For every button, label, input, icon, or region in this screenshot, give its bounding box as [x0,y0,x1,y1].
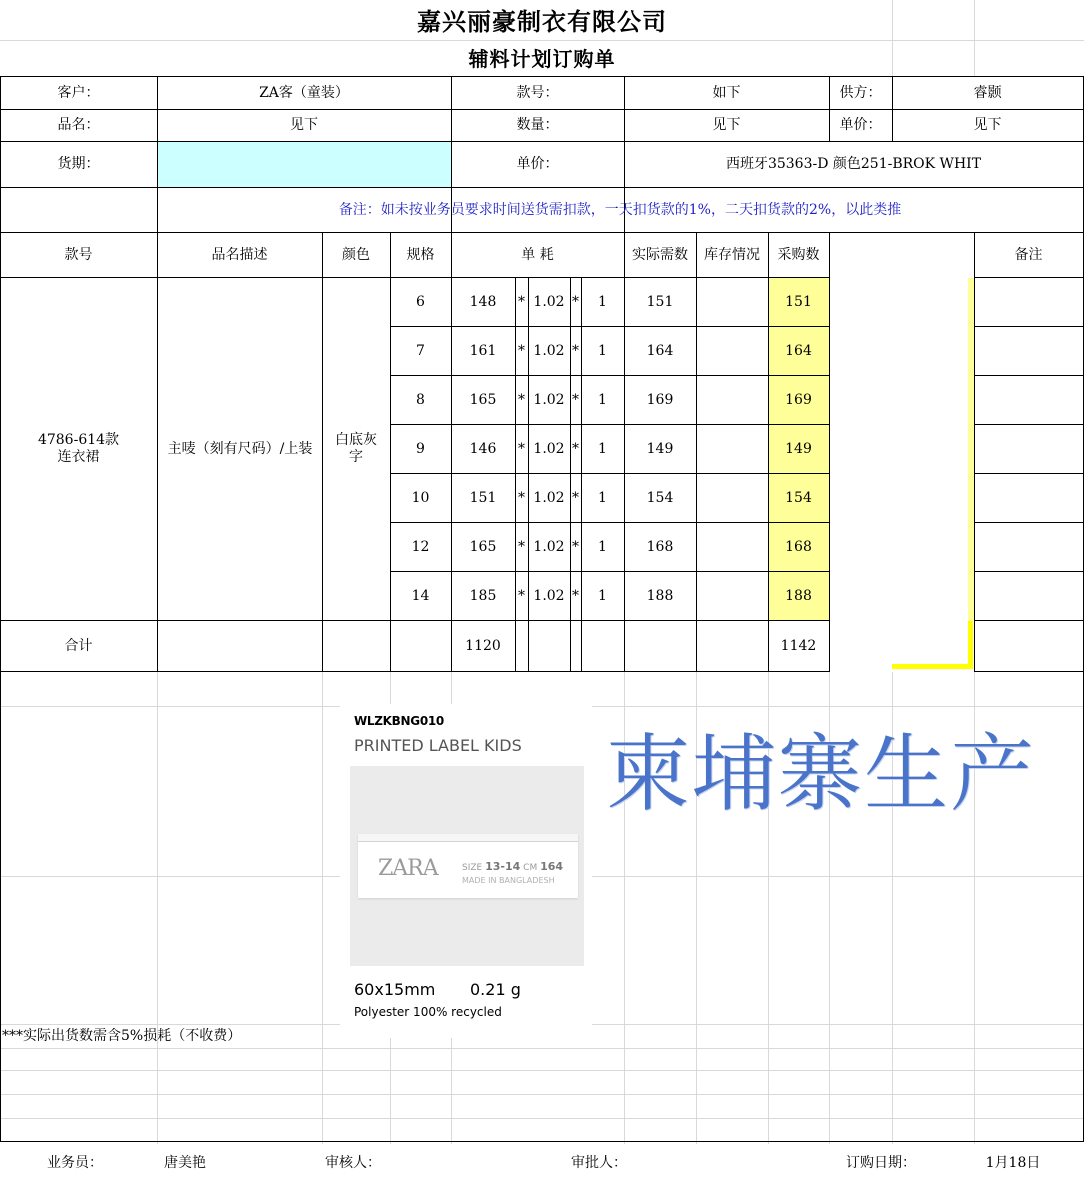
row-mul2: * [572,538,579,555]
row-actual: 154 [646,489,674,506]
row-size: 8 [416,391,425,408]
row-actual: 188 [646,587,674,604]
company-name: 嘉兴丽豪制衣有限公司 [417,6,667,36]
item-desc: 主唛（刻有尺码）/上装 [167,440,313,457]
customer-value: ZA客（童装） [259,84,349,101]
product-label: 品名： [57,117,100,133]
label-spec-card [340,704,592,1038]
row-factor: 1.02 [533,293,565,310]
row-mul2: * [572,391,579,408]
salesman-label: 业务员： [47,1154,103,1171]
label-preview-box [350,766,584,966]
row-base: 165 [469,538,497,555]
item-style: 4786-614款 连衣裙 [37,432,120,465]
qty-value: 见下 [712,117,741,133]
order-date-label: 订购日期： [846,1154,916,1171]
row-actual: 168 [646,538,674,555]
row-actual: 164 [646,342,674,359]
col-consumption: 单 耗 [521,246,554,263]
unit-price-value: 见下 [973,117,1002,133]
yellow-marker-v2 [968,621,973,669]
label-strip [358,834,578,898]
customer-label: 客户： [57,84,100,101]
row-factor: 1.02 [533,538,565,555]
row-base: 185 [469,587,497,604]
row-size: 12 [411,538,430,555]
col-remark: 备注 [1014,246,1043,263]
row-mul1: * [518,342,525,359]
row-purchase: 169 [785,391,812,408]
label-weight: 0.21 g [470,980,521,999]
row-actual: 151 [646,293,674,310]
qty-label: 数量： [516,117,559,133]
form-title: 辅料计划订购单 [468,46,616,71]
row-size: 9 [416,440,425,457]
row-purchase: 168 [785,538,812,555]
row-mul1: * [518,489,525,506]
col-desc: 品名描述 [211,246,268,263]
total-purchase: 1142 [780,637,817,654]
row-base: 146 [469,440,497,457]
supplier-value: 睿颢 [973,84,1002,101]
remark-note: 备注：如未按业务员要求时间送货需扣款，一天扣货款的1%，二天扣货款的2%，以此类推 [338,201,902,218]
size-word: SIZE [462,863,483,873]
style-label: 款号： [516,84,559,101]
row-factor: 1.02 [533,489,565,506]
col-purchase: 采购数 [777,246,820,263]
row-size: 7 [416,342,425,359]
row-mul2: * [572,440,579,457]
label-code: WLZKBNG010 [354,714,444,728]
label-dims: 60x15mm [354,980,436,999]
row-purchase: 188 [785,587,812,604]
col-style: 款号 [64,246,93,263]
item-color: 白底灰字 [335,432,377,465]
style-value: 如下 [712,84,741,101]
order-date-value: 1月18日 [985,1154,1041,1171]
loss-footnote: ***实际出货数需含5%损耗（不收费） [2,1028,242,1044]
total-label: 合计 [64,637,93,654]
col-size: 规格 [406,246,435,263]
unit-price-label: 单价： [839,117,882,133]
row-actual: 169 [646,391,674,408]
row-mul1: * [518,440,525,457]
row-size: 14 [411,587,430,604]
row-factor: 1.02 [533,587,565,604]
product-value: 见下 [290,117,318,133]
row-purchase: 149 [785,440,812,457]
row-factor: 1.02 [533,342,565,359]
row-purchase: 164 [785,342,812,359]
row-base: 148 [469,293,497,310]
delivery-label: 货期： [57,156,100,172]
row-base: 151 [469,489,497,506]
yellow-marker-h2 [892,664,973,669]
price2-label: 单价： [516,156,559,172]
price2-value: 西班牙35363-D 颜色251-BROK WHIT [725,156,982,172]
row-mul1: * [518,391,525,408]
cm-word: CM [523,863,538,873]
row-base: 161 [469,342,497,359]
row-one: 1 [598,293,607,310]
row-mul2: * [572,293,579,310]
made-in: MADE IN BANGLADESH [462,876,555,885]
row-one: 1 [598,391,607,408]
label-material: Polyester 100% recycled [354,1005,502,1019]
row-mul1: * [518,538,525,555]
production-stamp-text: 柬埔寨生产 [606,725,1037,823]
row-one: 1 [598,489,607,506]
row-mul2: * [572,587,579,604]
zara-logo: ZARA [378,856,438,881]
row-factor: 1.02 [533,440,565,457]
row-mul2: * [572,342,579,359]
row-mul1: * [518,293,525,310]
size-value: 13-14 [485,860,521,873]
row-one: 1 [598,587,607,604]
row-mul1: * [518,587,525,604]
row-purchase: 151 [785,293,812,310]
delivery-value[interactable] [157,142,451,187]
row-mul2: * [572,489,579,506]
supplier-label: 供方： [839,84,882,101]
label-name: PRINTED LABEL KIDS [354,736,522,755]
row-one: 1 [598,440,607,457]
row-actual: 149 [646,440,674,457]
salesman-value: 唐美艳 [164,1154,206,1171]
col-actual: 实际需数 [632,246,688,263]
row-one: 1 [598,342,607,359]
total-base: 1120 [465,637,501,654]
row-size: 10 [411,489,430,506]
col-color: 颜色 [342,246,370,263]
row-size: 6 [416,293,425,310]
col-stock: 库存情况 [704,246,760,263]
row-purchase: 154 [785,489,812,506]
row-factor: 1.02 [533,391,565,408]
approver-label: 审批人： [571,1154,627,1171]
row-base: 165 [469,391,497,408]
cm-value: 164 [540,860,564,873]
row-one: 1 [598,538,607,555]
blank-panel-white [830,233,974,671]
reviewer-label: 审核人： [325,1154,381,1171]
